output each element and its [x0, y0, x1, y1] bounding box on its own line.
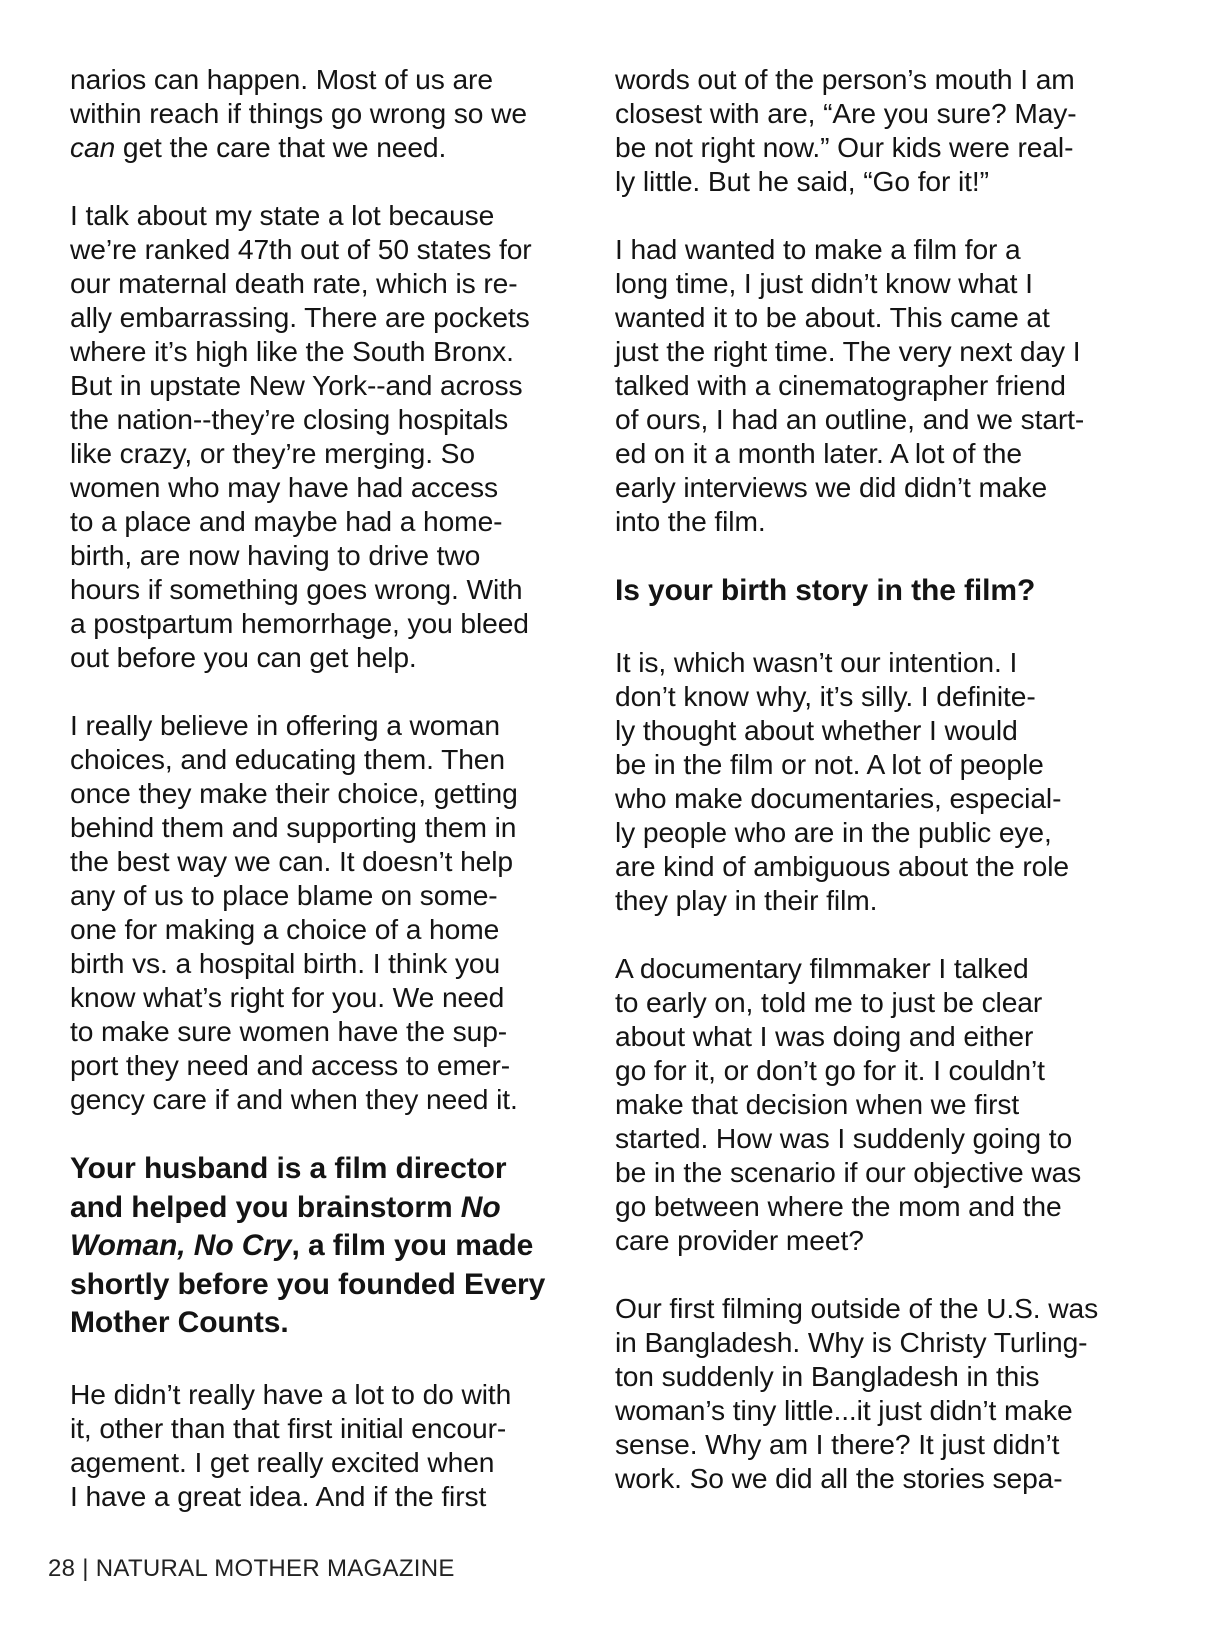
text-line: one for making a choice of a home: [70, 913, 500, 945]
text-line: into the film.: [615, 505, 766, 537]
text-line: closest with are, “Are you sure? May-: [615, 97, 1077, 129]
text-line: like crazy, or they’re merging. So: [70, 437, 475, 469]
text-line: within reach if things go wrong so we: [70, 97, 527, 129]
text-line: narios can happen. Most of us are: [70, 63, 493, 95]
text-line: be in the film or not. A lot of people: [615, 747, 1044, 780]
text-line: gency care if and when they need it.: [70, 1083, 518, 1115]
text-line: it, other than that first initial encour-: [70, 1411, 507, 1444]
text-line: ally embarrassing. There are pockets: [70, 301, 530, 333]
text-line: just the right time. The very next day I: [615, 335, 1081, 367]
paragraph: [70, 198, 590, 674]
text-line: ly little. But he said, “Go for it!”: [615, 165, 989, 197]
text-line: ton suddenly in Bangladesh in this: [615, 1359, 1040, 1392]
text-line: port they need and access to emer-: [70, 1049, 511, 1081]
text-line: the nation--they’re closing hospitals: [70, 403, 509, 435]
page-number: 28: [48, 1555, 76, 1582]
paragraph: [615, 951, 1175, 1257]
text-line: It is, which wasn’t our intention. I: [615, 645, 1018, 678]
paragraph: [70, 708, 590, 1116]
text-line: to make sure women have the sup-: [70, 1015, 508, 1047]
text-line: hours if something goes wrong. With: [70, 573, 523, 605]
question-line: and helped you brainstorm No: [70, 1190, 501, 1224]
page-footer: [48, 1554, 455, 1584]
right-column: [615, 62, 1175, 1495]
publication-name: NATURAL MOTHER MAGAZINE: [95, 1555, 455, 1582]
footer-separator: |: [82, 1555, 89, 1582]
text-line: be in the scenario if our objective was: [615, 1155, 1082, 1188]
question-line: Your husband is a film director: [70, 1152, 507, 1185]
text-line: work. So we did all the stories sepa-: [615, 1461, 1063, 1494]
text-line: agement. I get really excited when: [70, 1445, 495, 1478]
text-line: our maternal death rate, which is re-: [70, 267, 518, 299]
text-line: birth vs. a hospital birth. I think you: [70, 947, 501, 979]
text-line: we’re ranked 47th out of 50 states for: [70, 233, 532, 265]
text-line: ly thought about whether I would: [615, 713, 1018, 746]
text-line: they play in their film.: [615, 883, 878, 916]
text-line: are kind of ambiguous about the role: [615, 849, 1069, 882]
text-line: once they make their choice, getting: [70, 777, 518, 809]
text-line: care provider meet?: [615, 1223, 864, 1256]
text-line: make that decision when we first: [615, 1087, 1020, 1120]
text-line: don’t know why, it’s silly. I definite-: [615, 679, 1036, 712]
text-line: any of us to place blame on some-: [70, 879, 498, 911]
text-line: I have a great idea. And if the first: [70, 1479, 487, 1512]
film-title-emphasis: No: [460, 1190, 501, 1224]
text-line: go for it, or don’t go for it. I couldn’t: [615, 1053, 1045, 1086]
text-line: A documentary filmmaker I talked: [615, 951, 1029, 984]
text-line: go between where the mom and the: [615, 1189, 1062, 1222]
emphasis-can: can: [70, 131, 116, 163]
text-line: But in upstate New York--and across: [70, 369, 523, 401]
interview-question: [70, 1150, 590, 1343]
text-line: talked with a cinematographer friend: [615, 369, 1066, 401]
paragraph: [615, 232, 1175, 538]
text-line: the best way we can. It doesn’t help: [70, 845, 513, 877]
text-line: out before you can get help.: [70, 641, 417, 673]
text-line: started. How was I suddenly going to: [615, 1121, 1073, 1154]
text-line: choices, and educating them. Then: [70, 743, 505, 775]
text-line: I had wanted to make a film for a: [615, 233, 1021, 265]
paragraph: [70, 62, 590, 164]
text-line: know what’s right for you. We need: [70, 981, 505, 1013]
text-line: I really believe in offering a woman: [70, 709, 500, 741]
text-line: of ours, I had an outline, and we start-: [615, 403, 1085, 435]
paragraph: [615, 645, 1175, 917]
question-line: Is your birth story in the film?: [615, 574, 1036, 607]
paragraph: [615, 62, 1175, 198]
question-line: shortly before you founded Every: [70, 1267, 546, 1301]
film-title-emphasis: Woman, No Cry: [70, 1229, 292, 1262]
text-line: in Bangladesh. Why is Christy Turling-: [615, 1325, 1088, 1358]
text-line: behind them and supporting them in: [70, 811, 517, 843]
text-line: be not right now.” Our kids were real-: [615, 131, 1074, 163]
text-line: birth, are now having to drive two: [70, 539, 481, 571]
text-line: wanted it to be about. This came at: [615, 301, 1050, 333]
left-column: [70, 62, 590, 1513]
text-line: I talk about my state a lot because: [70, 199, 495, 231]
text-line: to early on, told me to just be clear: [615, 985, 1043, 1018]
text-line: about what I was doing and either: [615, 1019, 1034, 1052]
text-line: who make documentaries, especial-: [615, 781, 1062, 814]
text-line: ly people who are in the public eye,: [615, 815, 1052, 848]
paragraph: [70, 1377, 590, 1513]
text-line: women who may have had access: [70, 471, 498, 503]
text-line: Our first filming outside of the U.S. was: [615, 1291, 1099, 1324]
text-line: He didn’t really have a lot to do with: [70, 1377, 512, 1410]
text-line: ed on it a month later. A lot of the: [615, 437, 1022, 469]
text-line: early interviews we did didn’t make: [615, 471, 1048, 503]
interview-question: [615, 572, 1175, 611]
question-line: Mother Counts.: [70, 1306, 289, 1339]
question-line: Woman, No Cry, a film you made: [70, 1229, 534, 1262]
text-line: to a place and maybe had a home-: [70, 505, 503, 537]
text-line: sense. Why am I there? It just didn’t: [615, 1427, 1060, 1460]
text-line: where it’s high like the South Bronx.: [70, 335, 514, 367]
text-line: can get the care that we need.: [70, 131, 447, 163]
text-line: a postpartum hemorrhage, you bleed: [70, 607, 529, 639]
text-line: words out of the person’s mouth I am: [615, 63, 1075, 95]
paragraph: [615, 1291, 1175, 1495]
text-line: woman’s tiny little...it just didn’t make: [615, 1393, 1073, 1426]
text-line: long time, I just didn’t know what I: [615, 267, 1033, 299]
